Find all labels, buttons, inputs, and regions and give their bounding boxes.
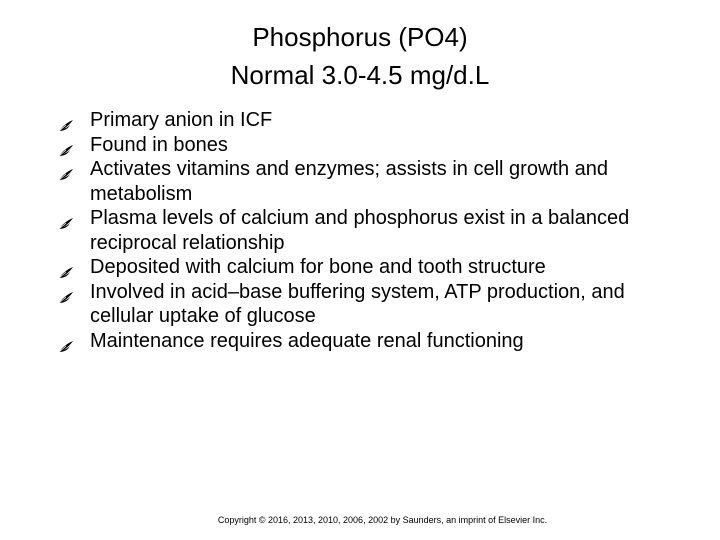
bullet-list <box>58 108 658 353</box>
bullet-text: Maintenance requires adequate renal functioning <box>90 329 524 352</box>
copyright-footer: Copyright © 2016, 2013, 2010, 2006, 2002 by Saunders, an imprint of Elsevier Inc. <box>217 515 548 525</box>
bullet-text: Involved in acid–base buffering system, ATP production, and cellular uptake of glucose <box>90 280 625 327</box>
feather-quill-icon <box>58 335 74 348</box>
feather-quill-icon <box>58 261 74 274</box>
bullet-item <box>58 255 658 280</box>
bullet-text: Primary anion in ICF <box>90 109 273 131</box>
title-line-1: Phosphorus (PO4) <box>252 22 468 52</box>
bullet-item <box>58 108 658 133</box>
feather-quill-icon <box>58 114 74 127</box>
bullet-item <box>58 133 658 158</box>
bullet-text: Found in bones <box>90 133 228 156</box>
feather-quill-icon <box>58 286 74 299</box>
feather-quill-icon <box>58 139 74 152</box>
bullet-text: Deposited with calcium for bone and tooth structure <box>90 256 546 278</box>
title-line-2: Normal 3.0-4.5 mg/d.L <box>230 60 490 90</box>
bullet-item <box>58 280 658 329</box>
feather-quill-icon <box>58 212 74 225</box>
bullet-item <box>58 157 658 206</box>
bullet-item <box>58 329 658 354</box>
bullet-text: Plasma levels of calcium and phosphorus exist in a balanced reciprocal relationship <box>90 207 630 254</box>
bullet-text: Activates vitamins and enzymes; assists in cell growth and metabolism <box>90 158 608 205</box>
feather-quill-icon <box>58 163 74 176</box>
bullet-item <box>58 206 658 255</box>
slide-title <box>0 18 720 94</box>
